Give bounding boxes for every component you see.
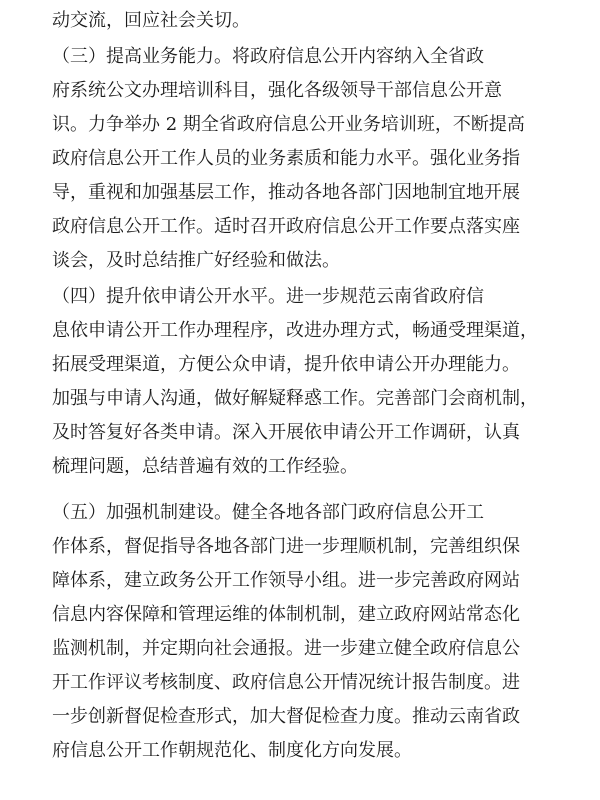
paragraph-intro-tail bbox=[52, 4, 580, 38]
text-line: 政府信息公开工作人员的业务素质和能力水平。强化业务指 bbox=[52, 148, 520, 169]
text-line: 府系统公文办理培训科目，强化各级领导干部信息公开意 bbox=[52, 80, 502, 101]
text-line: 导，重视和加强基层工作，推动各地各部门因地制宜地开展 bbox=[52, 182, 520, 203]
text-line: （五）加强机制建设。健全各地各部门政府信息公开工 bbox=[52, 502, 484, 523]
text-line: 加强与申请人沟通，做好解疑释惑工作。完善部门会商机制， bbox=[52, 388, 538, 409]
text-line: 府信息公开工作朝规范化、制度化方向发展。 bbox=[52, 740, 412, 761]
document-page bbox=[52, 4, 580, 768]
text-line: 开工作评议考核制度、政府信息公开情况统计报告制度。进 bbox=[52, 672, 520, 693]
text-line: 监测机制，并定期向社会通报。进一步建立健全政府信息公 bbox=[52, 638, 520, 659]
text-line: 一步创新督促检查形式，加大督促检查力度。推动云南省政 bbox=[52, 706, 520, 727]
paragraph-section-5 bbox=[52, 496, 580, 768]
text-line: 政府信息公开工作。适时召开政府信息公开工作要点落实座 bbox=[52, 216, 520, 237]
text-line: 动交流，回应社会关切。 bbox=[52, 10, 250, 31]
text-line: 障体系，建立政务公开工作领导小组。进一步完善政府网站 bbox=[52, 570, 520, 591]
text-line: 及时答复好各类申请。深入开展依申请公开工作调研，认真 bbox=[52, 422, 520, 443]
text-line: 谈会，及时总结推广好经验和做法。 bbox=[52, 250, 340, 271]
text-line: 识。力争举办 2 期全省政府信息公开业务培训班，不断提高 bbox=[52, 114, 525, 135]
text-line: 拓展受理渠道，方便公众申请，提升依申请公开办理能力。 bbox=[52, 354, 520, 375]
text-line: 信息内容保障和管理运维的体制机制，建立政府网站常态化 bbox=[52, 604, 520, 625]
text-line: 作体系，督促指导各地各部门进一步理顺机制，完善组织保 bbox=[52, 536, 520, 557]
paragraph-section-4 bbox=[52, 280, 580, 484]
text-line: 息依申请公开工作办理程序，改进办理方式，畅通受理渠道， bbox=[52, 320, 538, 341]
text-line: （三）提高业务能力。将政府信息公开内容纳入全省政 bbox=[52, 46, 484, 67]
text-line: 梳理问题，总结普遍有效的工作经验。 bbox=[52, 456, 358, 477]
paragraph-section-3 bbox=[52, 40, 580, 278]
text-line: （四）提升依申请公开水平。进一步规范云南省政府信 bbox=[52, 286, 484, 307]
